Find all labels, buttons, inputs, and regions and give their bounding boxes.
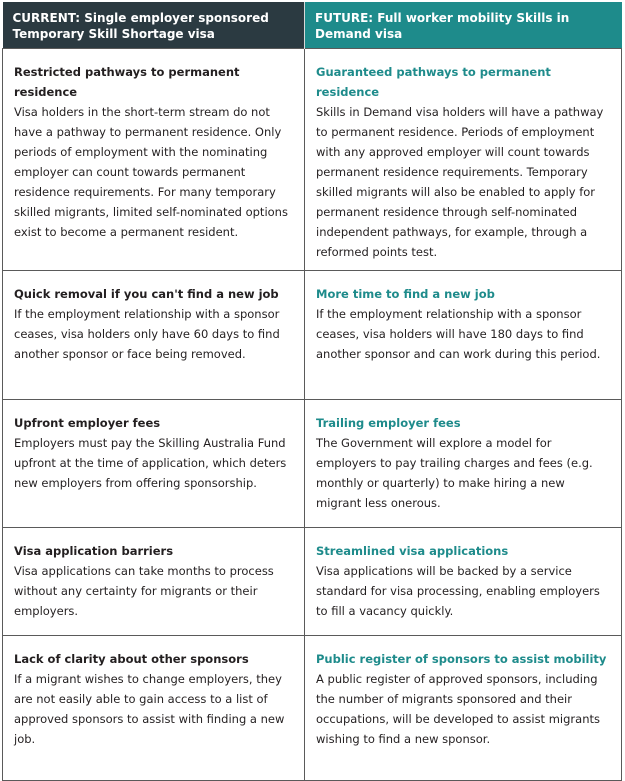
future-cell [305, 49, 622, 271]
future-row-body: The Government will explore a model for employers to pay trailing charges and fees (e.g. monthly or quarterly) to make hiring a new migrant less onerous. [316, 436, 593, 510]
current-row-title: Lack of clarity about other sponsors [14, 652, 249, 666]
future-row-title: Guaranteed pathways to permanent residence [316, 65, 551, 99]
future-cell [305, 271, 622, 400]
future-column-header: FUTURE: Full worker mobility Skills in Demand visa [305, 2, 622, 49]
table-row [3, 49, 622, 271]
current-cell [3, 528, 305, 636]
current-row-body: Visa holders in the short-term stream do not have a pathway to permanent residence. Only periods of employment with the nominating employer can count towards permanent residence requirements. For many temporary skilled migrants, limited self-nominated options exist to become a permanent resident. [14, 105, 288, 239]
visa-comparison-table [2, 2, 622, 781]
current-row-body: Employers must pay the Skilling Australia Fund upfront at the time of application, which deters new employers from offering sponsorship. [14, 436, 287, 490]
future-row-body: If the employment relationship with a sponsor ceases, visa holders will have 180 days to find another sponsor and can work during this period. [316, 307, 601, 361]
current-cell [3, 49, 305, 271]
future-row-body: Visa applications will be backed by a service standard for visa processing, enabling employers to fill a vacancy quickly. [316, 564, 600, 618]
table-row [3, 400, 622, 528]
future-row-body: A public register of approved sponsors, including the number of migrants sponsored and their occupations, will be developed to assist migrants wishing to find a new sponsor. [316, 672, 600, 746]
future-cell [305, 636, 622, 781]
future-cell [305, 400, 622, 528]
future-row-title: Public register of sponsors to assist mobility [316, 652, 607, 666]
current-row-title: Quick removal if you can't find a new job [14, 287, 279, 301]
current-row-body: If a migrant wishes to change employers, they are not easily able to gain access to a list of approved sponsors to assist with finding a new job. [14, 672, 285, 746]
table-row [3, 271, 622, 400]
table-header-row [3, 2, 622, 49]
future-cell [305, 528, 622, 636]
table-row [3, 636, 622, 781]
current-row-title: Visa application barriers [14, 544, 174, 558]
future-row-title: Streamlined visa applications [316, 544, 509, 558]
future-row-body: Skills in Demand visa holders will have a pathway to permanent residence. Periods of employment with any approved employer will count towards permanent residence requirements. Temporary skilled migrants will also be enabled to apply for permanent residence through self-nominated independent pathways, for example, through a reformed points test. [316, 105, 604, 259]
current-cell [3, 271, 305, 400]
future-row-title: Trailing employer fees [316, 416, 461, 430]
current-row-title: Upfront employer fees [14, 416, 161, 430]
future-row-title: More time to find a new job [316, 287, 495, 301]
current-cell [3, 636, 305, 781]
current-cell [3, 400, 305, 528]
current-row-body: If the employment relationship with a sponsor ceases, visa holders only have 60 days to find another sponsor or face being removed. [14, 307, 280, 361]
current-row-body: Visa applications can take months to process without any certainty for migrants or their employers. [14, 564, 274, 618]
current-row-title: Restricted pathways to permanent residence [14, 65, 240, 99]
table-row [3, 528, 622, 636]
current-column-header: CURRENT: Single employer sponsored Temporary Skill Shortage visa [3, 2, 305, 49]
